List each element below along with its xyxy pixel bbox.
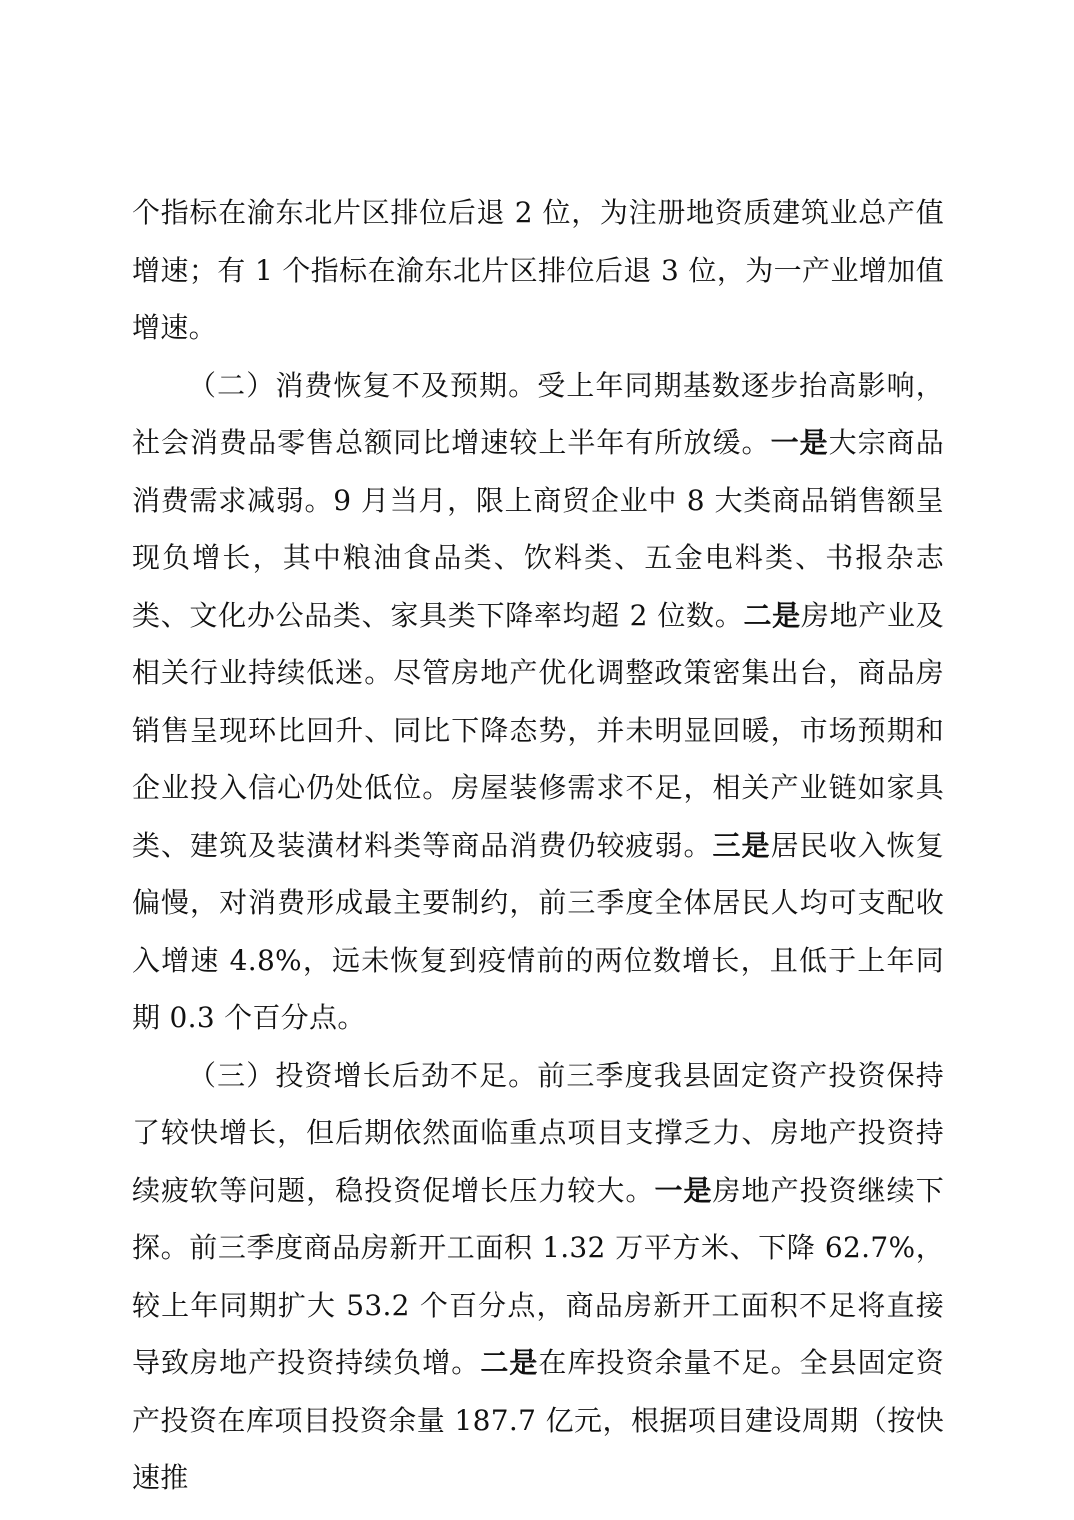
paragraph-text: 房地产投资继续下探。前三季度商品房新开工面积 1.32 万平方米、下降 62.7%，较上年同期扩大 53.2 个百分点，商品房新开工面积不足将直接导致房地产投资持续负增。 — [132, 1173, 945, 1379]
bold-lead: 三是 — [712, 828, 771, 862]
paragraph-continuation — [132, 184, 944, 357]
bold-lead: 一是 — [654, 1173, 713, 1207]
paragraph-consumption — [132, 357, 944, 1047]
paragraph-text: 大宗商品消费需求减弱。9 月当月，限上商贸企业中 8 大类商品销售额呈现负增长，其中粮油食品类、饮料类、五金电料类、书报杂志类、文化办公品类、家具类下降率均超 2 位数。 — [132, 426, 945, 632]
paragraph-text: 个指标在渝东北片区排位后退 2 位，为注册地资质建筑业总产值增速；有 1 个指标在渝东北片区排位后退 3 位，为一产业增加值增速。 — [132, 196, 944, 344]
bold-lead: 二是 — [743, 598, 801, 632]
paragraph-investment — [132, 1047, 944, 1507]
bold-lead: 二是 — [480, 1346, 539, 1379]
paragraph-text: 居民收入恢复偏慢，对消费形成最主要制约，前三季度全体居民人均可支配收入增速 4.8%，远未恢复到疫情前的两位数增长，且低于上年同期 0.3 个百分点。 — [132, 828, 944, 1034]
paragraph-text: （二）消费恢复不及预期。受上年同期基数逐步抬高影响，社会消费品零售总额同比增速较上半年有所放缓。 — [132, 368, 944, 459]
bold-lead: 一是 — [770, 426, 829, 459]
paragraph-text: （三）投资增长后劲不足。前三季度我县固定资产投资保持了较快增长，但后期依然面临重点项目支撑乏力、房地产投资持续疲软等问题，稳投资促增长压力较大。 — [132, 1058, 944, 1207]
document-page — [132, 184, 944, 1507]
paragraph-text: 房地产业及相关行业持续低迷。尽管房地产优化调整政策密集出台，商品房销售呈现环比回升、同比下降态势，并未明显回暖，市场预期和企业投入信心仍处低位。房屋装修需求不足，相关产业链如家具类、建筑及装潢材料类等商品消费仍较疲弱。 — [132, 598, 944, 862]
paragraph-text: 在库投资余量不足。全县固定资产投资在库项目投资余量 187.7 亿元，根据项目建设周期（按快速推 — [132, 1346, 945, 1494]
